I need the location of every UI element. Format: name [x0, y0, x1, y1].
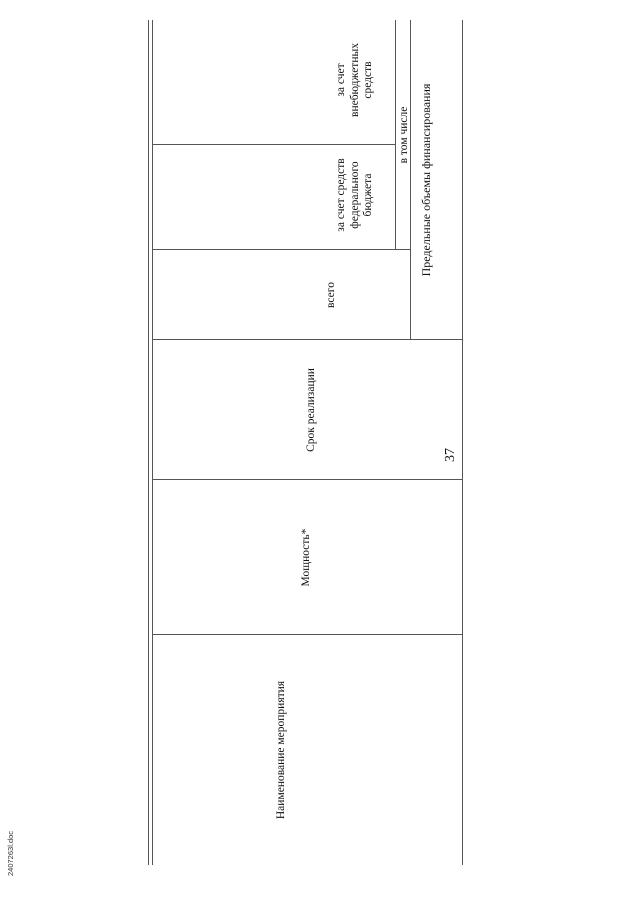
- including-header-line: [395, 20, 396, 250]
- header-period: Срок реализации: [305, 368, 317, 452]
- col-divider-4: [152, 249, 410, 250]
- col-divider-5: [152, 144, 395, 145]
- header-funding: Предельные объемы финансирования: [419, 83, 433, 277]
- header-extrabudget: за счет внебюджетных средств: [335, 43, 374, 117]
- header-bottom-border-2: [152, 20, 153, 865]
- header-bottom-border: [148, 20, 149, 865]
- header-name: Наименование мероприятия: [275, 680, 287, 820]
- header-total: всего: [325, 282, 337, 308]
- header-including: в том числе: [398, 106, 410, 164]
- table-top-border: [462, 20, 463, 865]
- header-federal: за счет средств федерального бюджета: [335, 158, 374, 232]
- document-id: 2407263l.doc: [6, 830, 15, 876]
- header-capacity: Мощность*: [300, 528, 312, 587]
- page-number: 37: [443, 448, 458, 462]
